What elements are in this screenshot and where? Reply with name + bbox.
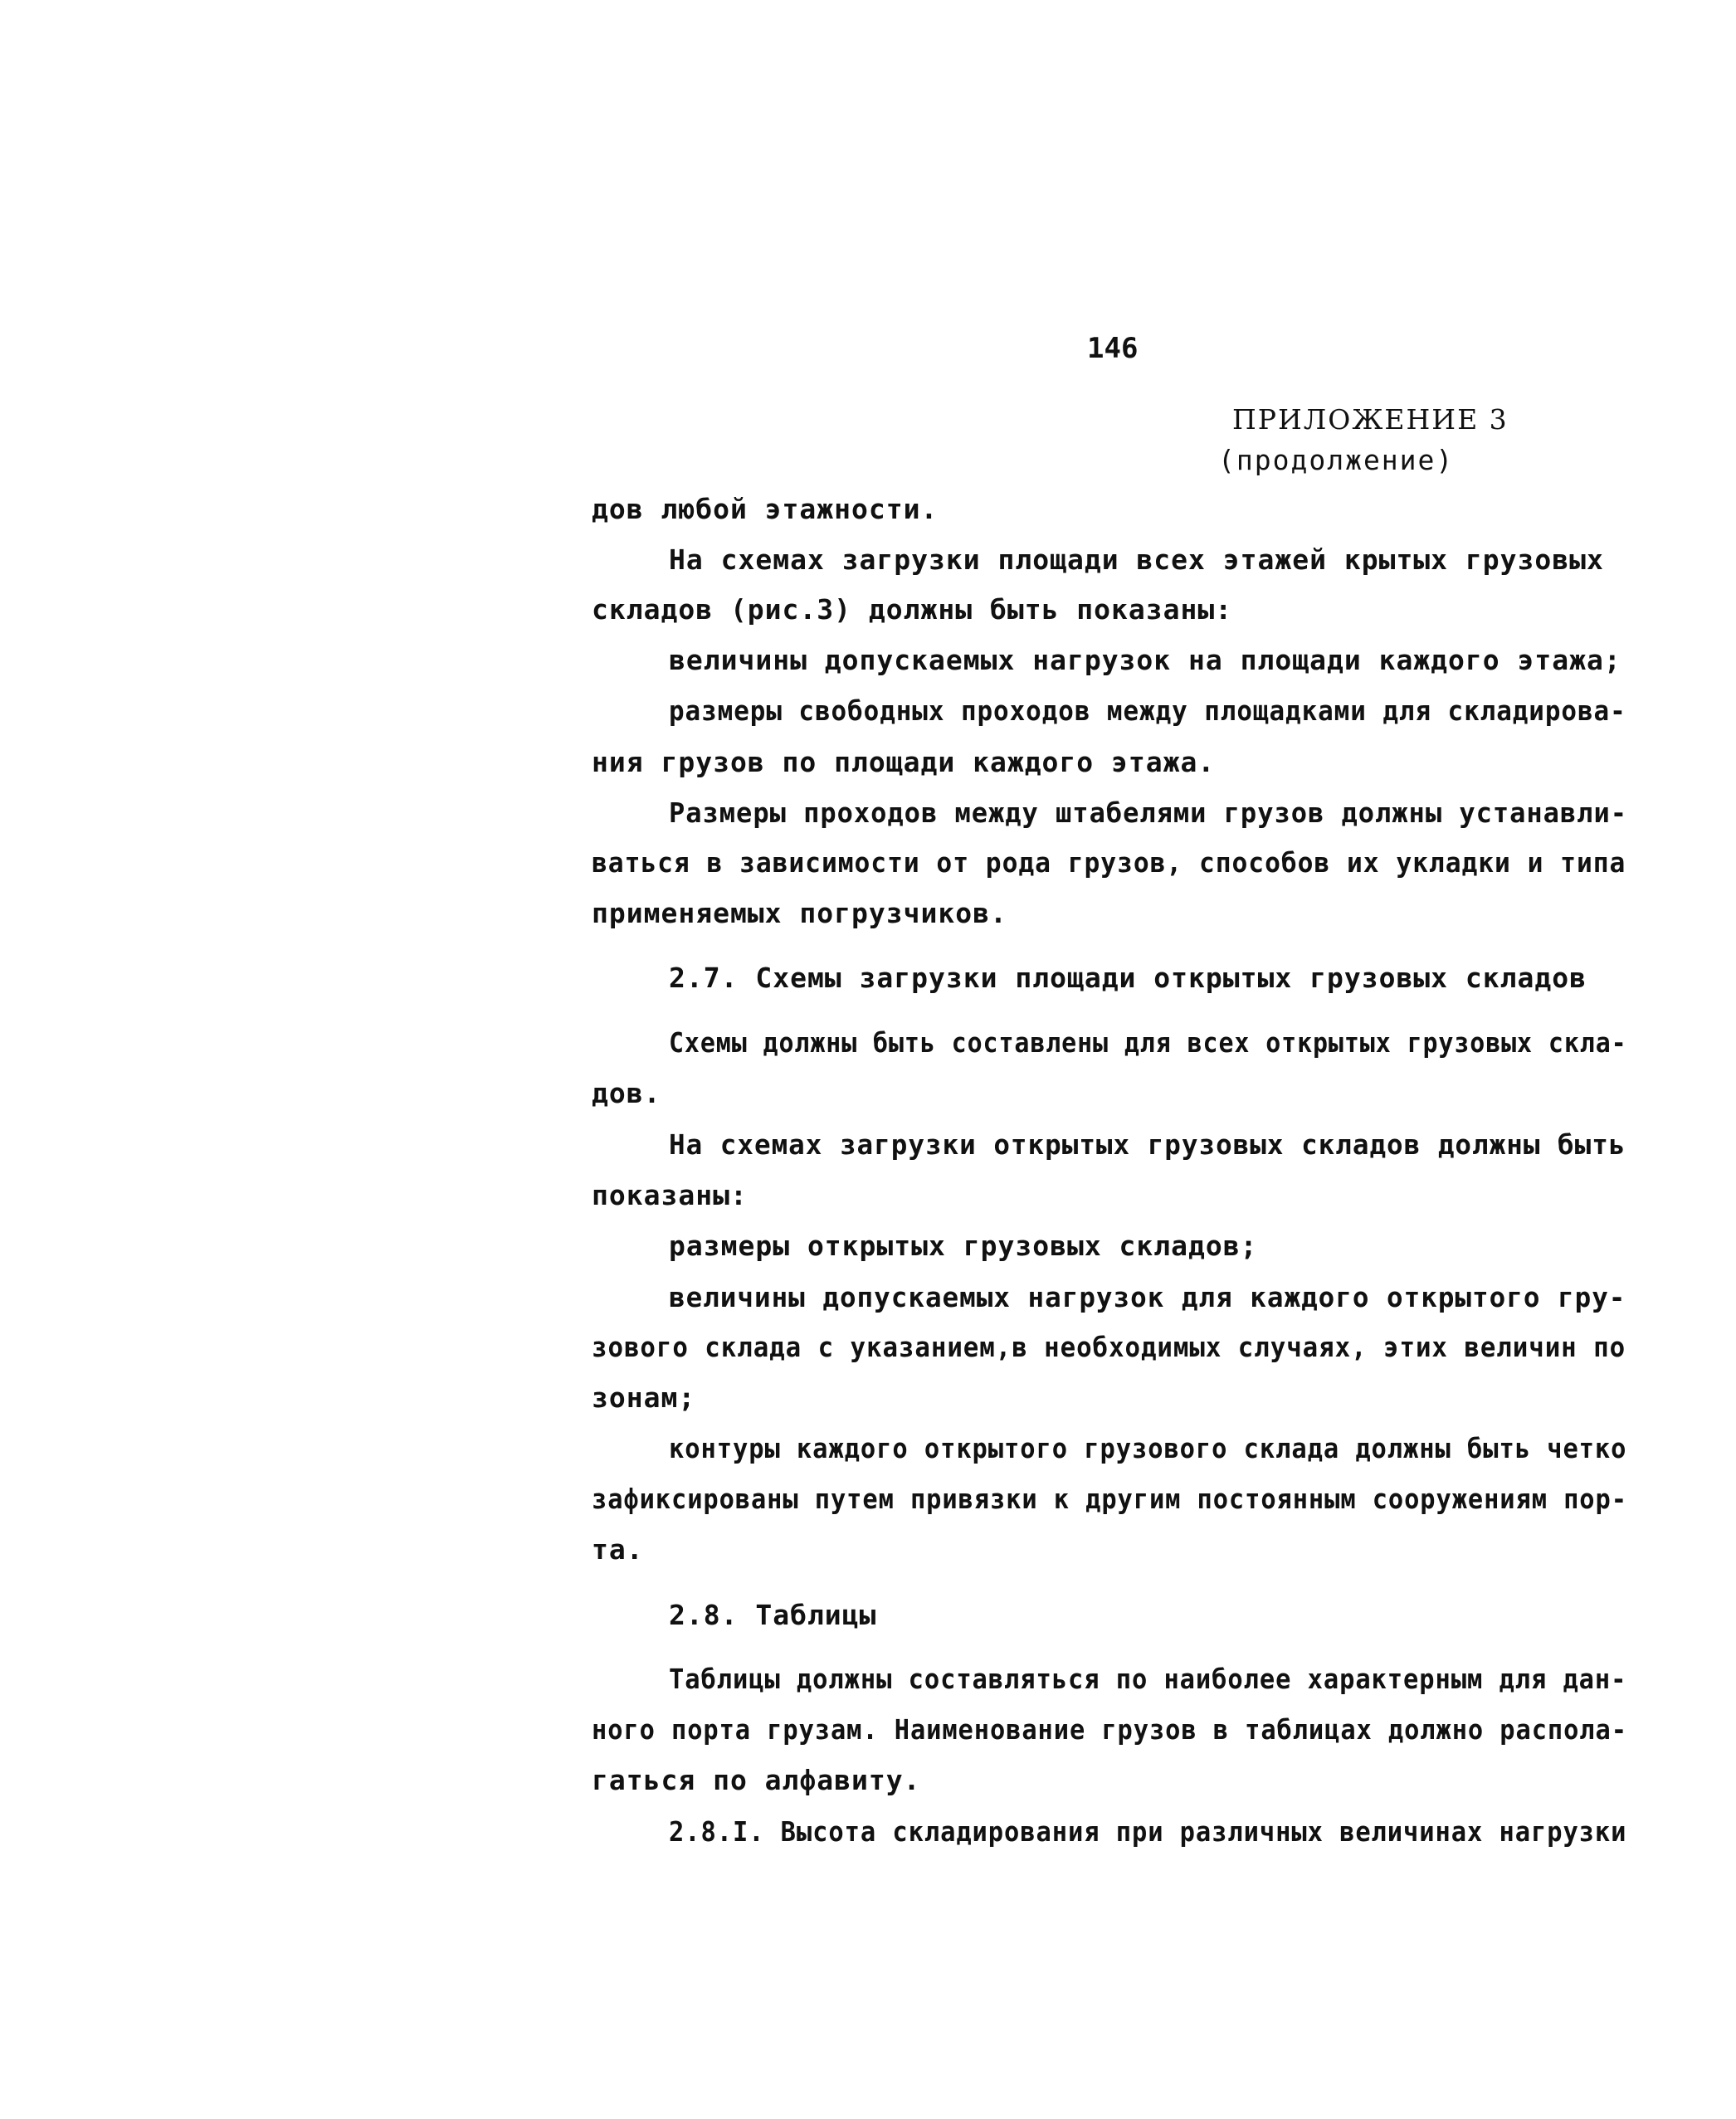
appendix-title: ПРИЛОЖЕНИЕ 3 <box>1232 403 1509 436</box>
text-line: гаться по алфавиту. <box>592 1764 921 1796</box>
text-line: размеры свободных проходов между площадками для складирова- <box>669 694 1626 727</box>
text-line: Схемы должны быть составлены для всех открытых грузовых скла- <box>669 1026 1627 1059</box>
text-line: складов (рис.3) должны быть показаны: <box>592 593 1233 626</box>
text-line: зонам; <box>592 1381 696 1414</box>
text-line: размеры открытых грузовых складов; <box>669 1230 1258 1262</box>
page-number: 146 <box>1087 332 1139 365</box>
text-line: зового склада с указанием,в необходимых случаях, этих величин по <box>592 1331 1626 1363</box>
text-line: ния грузов по площади каждого этажа. <box>592 746 1216 778</box>
text-line: показаны: <box>592 1179 748 1211</box>
text-line: та. <box>592 1533 644 1566</box>
text-line: зафиксированы путем привязки к другим постоянным сооружениям пор- <box>592 1483 1627 1515</box>
text-line: ваться в зависимости от рода грузов, способов их укладки и типа <box>592 846 1626 879</box>
text-line: дов. <box>592 1077 661 1109</box>
text-line: На схемах загрузки площади всех этажей крытых грузовых <box>669 543 1604 576</box>
appendix-subtitle: (продолжение) <box>1218 444 1455 476</box>
text-line: дов любой этажности. <box>592 493 939 525</box>
text-line: На схемах загрузки открытых грузовых складов должны быть <box>669 1128 1626 1161</box>
section-heading-2-8-1: 2.8.I. Высота складирования при различных величинах нагрузки <box>669 1815 1627 1848</box>
section-heading-2-7: 2.7. Схемы загрузки площади открытых грузовых складов <box>669 962 1587 994</box>
text-line: контуры каждого открытого грузового склада должны быть четко <box>669 1432 1627 1464</box>
text-line: Таблицы должны составляться по наиболее характерным для дан- <box>669 1663 1627 1695</box>
text-line: Размеры проходов между штабелями грузов должны устанавли- <box>669 796 1627 829</box>
text-line: применяемых погрузчиков. <box>592 897 1007 929</box>
text-line: величины допускаемых нагрузок на площади каждого этажа; <box>669 644 1621 676</box>
text-line: величины допускаемых нагрузок для каждого открытого гру- <box>669 1281 1626 1313</box>
section-heading-2-8: 2.8. Таблицы <box>669 1599 877 1631</box>
text-line: ного порта грузам. Наименование грузов в таблицах должно распола- <box>592 1713 1627 1746</box>
